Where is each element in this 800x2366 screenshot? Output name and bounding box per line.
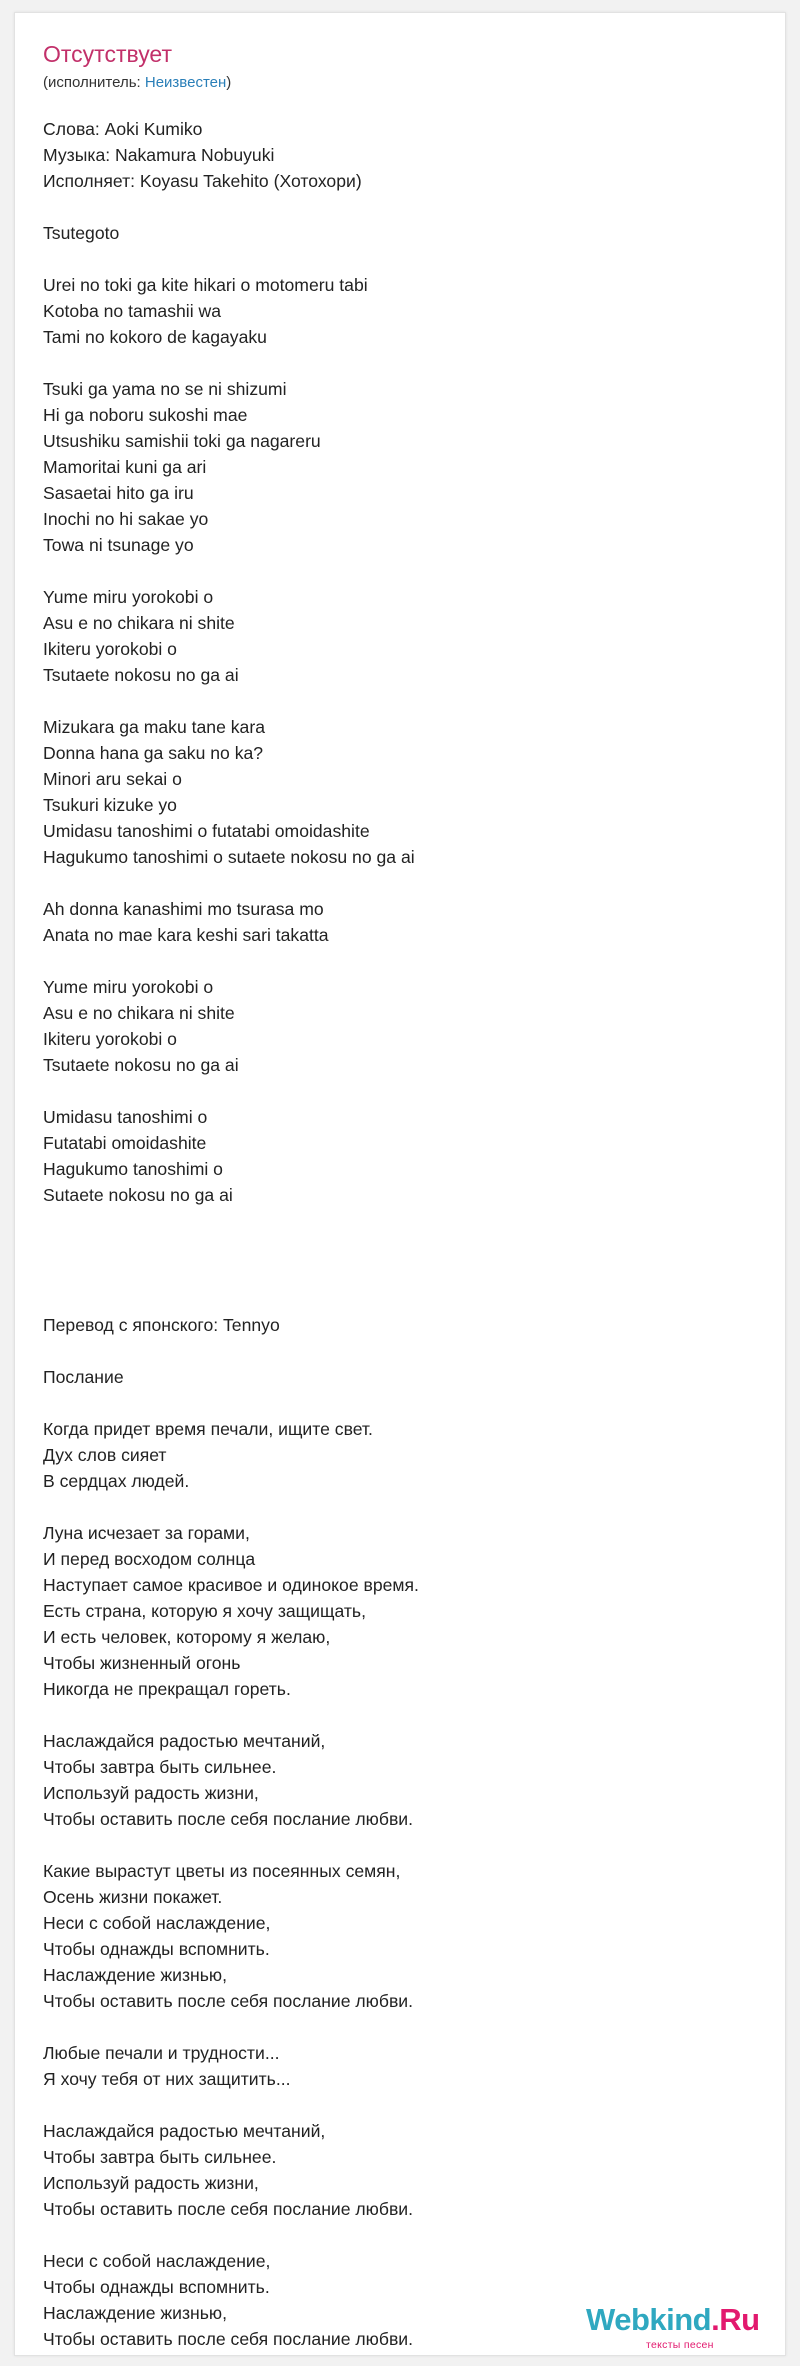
- lyrics-line: Hagukumo tanoshimi o sutaete nokosu no ga ai: [43, 847, 415, 867]
- lyrics-blank-line: [43, 1260, 419, 1286]
- lyrics-line: Tami no kokoro de kagayaku: [43, 327, 267, 347]
- lyrics-line: Tsutaete nokosu no ga ai: [43, 1055, 239, 1075]
- lyrics-line: Kotoba no tamashii wa: [43, 301, 221, 321]
- lyrics-blank-line: [43, 1286, 419, 1312]
- lyrics-line: Перевод с японского: Tennyo: [43, 1315, 280, 1335]
- lyrics-line: Чтобы оставить после себя послание любви.: [43, 1809, 414, 1829]
- lyrics-line: Послание: [43, 1367, 124, 1387]
- lyrics-line: Слова: Aoki Kumiko: [43, 119, 203, 139]
- lyrics-line: Наступает самое красивое и одинокое время.: [43, 1575, 419, 1595]
- lyrics-line: Utsushiku samishii toki ga nagareru: [43, 431, 321, 451]
- lyrics-line: Наслаждайся радостью мечтаний,: [43, 1731, 326, 1751]
- lyrics-line: Чтобы однажды вспомнить.: [43, 2277, 270, 2297]
- lyrics-line: Дух слов сияет: [43, 1445, 167, 1465]
- lyrics-line: Любые печали и трудности...: [43, 2043, 280, 2063]
- lyrics-line: Futatabi omoidashite: [43, 1133, 207, 1153]
- lyrics-line: Чтобы завтра быть сильнее.: [43, 1757, 277, 1777]
- lyrics-blank-line: [43, 870, 419, 896]
- lyrics-blank-line: [43, 1338, 419, 1364]
- lyrics-blank-line: [43, 2222, 419, 2248]
- lyrics-line: И перед восходом солнца: [43, 1549, 256, 1569]
- lyrics-text: [43, 116, 419, 2352]
- lyrics-line: Наслаждайся радостью мечтаний,: [43, 2121, 326, 2141]
- lyrics-line: Umidasu tanoshimi o: [43, 1107, 208, 1127]
- lyrics-blank-line: [43, 688, 419, 714]
- lyrics-line: Используй радость жизни,: [43, 2173, 259, 2193]
- lyrics-blank-line: [43, 1832, 419, 1858]
- lyrics-line: Чтобы оставить после себя послание любви.: [43, 1991, 414, 2011]
- lyrics-line: Sasaetai hito ga iru: [43, 483, 194, 503]
- lyrics-line: Наслаждение жизнью,: [43, 2303, 228, 2323]
- lyrics-line: Tsutegoto: [43, 223, 120, 243]
- lyrics-line: Tsukuri kizuke yo: [43, 795, 177, 815]
- lyrics-line: Yume miru yorokobi o: [43, 977, 214, 997]
- lyrics-line: Чтобы жизненный огонь: [43, 1653, 241, 1673]
- content-card: [14, 12, 786, 2356]
- webkind-logo[interactable]: [586, 2302, 760, 2338]
- lyrics-line: И есть человек, которому я желаю,: [43, 1627, 331, 1647]
- lyrics-line: Луна исчезает за горами,: [43, 1523, 250, 1543]
- artist-link[interactable]: Неизвестен: [144, 74, 227, 91]
- lyrics-line: В сердцах людей.: [43, 1471, 190, 1491]
- lyrics-line: Я хочу тебя от них защитить...: [43, 2069, 291, 2089]
- lyrics-line: Когда придет время печали, ищите свет.: [43, 1419, 373, 1439]
- lyrics-line: Asu e no chikara ni shite: [43, 1003, 235, 1023]
- lyrics-line: Чтобы оставить после себя послание любви.: [43, 2199, 414, 2219]
- lyrics-line: Чтобы завтра быть сильнее.: [43, 2147, 277, 2167]
- lyrics-blank-line: [43, 350, 419, 376]
- lyrics-line: Осень жизни покажет.: [43, 1887, 223, 1907]
- lyrics-blank-line: [43, 1078, 419, 1104]
- lyrics-blank-line: [43, 2014, 419, 2040]
- lyrics-line: Minori aru sekai o: [43, 769, 182, 789]
- artist-line: [43, 74, 231, 91]
- lyrics-line: Музыка: Nakamura Nobuyuki: [43, 145, 275, 165]
- lyrics-line: Donna hana ga saku no ka?: [43, 743, 264, 763]
- lyrics-line: Ah donna kanashimi mo tsurasa mo: [43, 899, 324, 919]
- lyrics-line: Inochi no hi sakae yo: [43, 509, 209, 529]
- lyrics-blank-line: [43, 246, 419, 272]
- logo-main-text: Webkind: [586, 2302, 712, 2337]
- lyrics-line: Hagukumo tanoshimi o: [43, 1159, 223, 1179]
- lyrics-line: Чтобы однажды вспомнить.: [43, 1939, 270, 1959]
- lyrics-line: Hi ga noboru sukoshi mae: [43, 405, 248, 425]
- lyrics-line: Sutaete nokosu no ga ai: [43, 1185, 233, 1205]
- lyrics-blank-line: [43, 1494, 419, 1520]
- song-title: Отсутствует: [43, 41, 172, 67]
- lyrics-line: Urei no toki ga kite hikari o motomeru tabi: [43, 275, 368, 295]
- lyrics-line: Наслаждение жизнью,: [43, 1965, 228, 1985]
- lyrics-line: Asu e no chikara ni shite: [43, 613, 235, 633]
- lyrics-line: Umidasu tanoshimi o futatabi omoidashite: [43, 821, 370, 841]
- lyrics-blank-line: [43, 1702, 419, 1728]
- lyrics-line: Mamoritai kuni ga ari: [43, 457, 207, 477]
- lyrics-blank-line: [43, 1234, 419, 1260]
- lyrics-line: Какие вырастут цветы из посеянных семян,: [43, 1861, 401, 1881]
- lyrics-line: Исполняет: Koyasu Takehito (Хотохори): [43, 171, 362, 191]
- logo-tagline: тексты песен: [646, 2339, 714, 2351]
- lyrics-blank-line: [43, 1208, 419, 1234]
- lyrics-blank-line: [43, 194, 419, 220]
- lyrics-line: Mizukara ga maku tane kara: [43, 717, 265, 737]
- lyrics-line: Towa ni tsunage yo: [43, 535, 194, 555]
- lyrics-line: Никогда не прекращал гореть.: [43, 1679, 291, 1699]
- artist-suffix: ): [226, 74, 232, 91]
- lyrics-line: Чтобы оставить после себя послание любви.: [43, 2329, 414, 2349]
- lyrics-blank-line: [43, 2092, 419, 2118]
- lyrics-line: Anata no mae kara keshi sari takatta: [43, 925, 329, 945]
- lyrics-line: Неси с собой наслаждение,: [43, 2251, 271, 2271]
- lyrics-line: Используй радость жизни,: [43, 1783, 259, 1803]
- lyrics-line: Yume miru yorokobi o: [43, 587, 214, 607]
- lyrics-line: Ikiteru yorokobi o: [43, 1029, 177, 1049]
- lyrics-blank-line: [43, 1390, 419, 1416]
- lyrics-line: Ikiteru yorokobi o: [43, 639, 177, 659]
- lyrics-line: Tsutaete nokosu no ga ai: [43, 665, 239, 685]
- lyrics-blank-line: [43, 558, 419, 584]
- lyrics-line: Неси с собой наслаждение,: [43, 1913, 271, 1933]
- lyrics-line: Tsuki ga yama no se ni shizumi: [43, 379, 287, 399]
- logo-suffix-text: .Ru: [711, 2302, 760, 2337]
- artist-prefix: (исполнитель:: [43, 74, 145, 91]
- lyrics-line: Есть страна, которую я хочу защищать,: [43, 1601, 366, 1621]
- lyrics-blank-line: [43, 948, 419, 974]
